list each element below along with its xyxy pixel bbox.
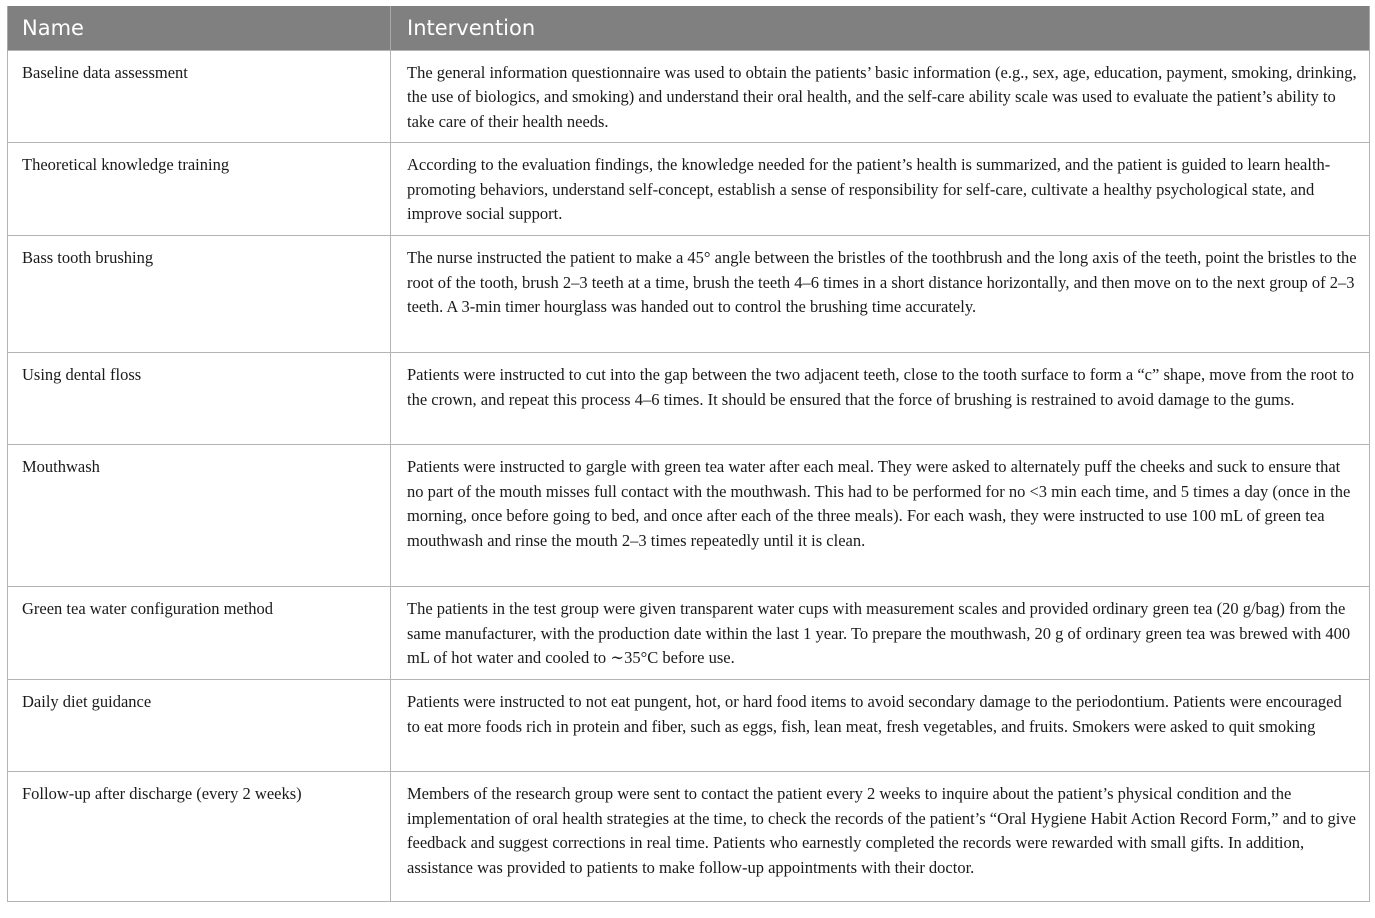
table-row bbox=[8, 50, 1370, 143]
row-name-cell: Baseline data assessment bbox=[8, 50, 391, 143]
table-row bbox=[8, 445, 1370, 587]
row-name-cell: Bass tooth brushing bbox=[8, 236, 391, 353]
row-name-cell: Theoretical knowledge training bbox=[8, 143, 391, 236]
row-name-cell: Green tea water configuration method bbox=[8, 587, 391, 680]
row-intervention-cell: The patients in the test group were given transparent water cups with measurement scales and provided ordinary green tea (20 g/bag) from the same manufacturer, with the production date within the last 1 year. To prepare the mouthwash, 20 g of ordinary green tea was brewed with 400 mL of hot water and cooled to ∼35°C before use. bbox=[391, 587, 1370, 680]
table-header bbox=[8, 6, 1370, 50]
table-row bbox=[8, 680, 1370, 772]
row-name-cell: Using dental floss bbox=[8, 353, 391, 445]
table-row bbox=[8, 236, 1370, 353]
row-name-cell: Daily diet guidance bbox=[8, 680, 391, 772]
intervention-table bbox=[7, 6, 1370, 902]
header-intervention: Intervention bbox=[391, 6, 1370, 50]
row-intervention-cell: According to the evaluation findings, the knowledge needed for the patient’s health is summarized, and the patient is guided to learn health-promoting behaviors, understand self-concept, establish a sense of responsibility for self-care, cultivate a healthy psychological state, and improve social support. bbox=[391, 143, 1370, 236]
row-intervention-cell: The general information questionnaire was used to obtain the patients’ basic information (e.g., sex, age, education, payment, smoking, drinking, the use of biologics, and smoking) and understand their oral health, and the self-care ability scale was used to evaluate the patient’s ability to take care of their health needs. bbox=[391, 50, 1370, 143]
table-body bbox=[8, 50, 1370, 902]
row-name-cell: Mouthwash bbox=[8, 445, 391, 587]
header-row bbox=[8, 6, 1370, 50]
row-intervention-cell: Members of the research group were sent to contact the patient every 2 weeks to inquire about the patient’s physical condition and the implementation of oral health strategies at the time, to check the records of the patient’s “Oral Hygiene Habit Action Record Form,” and to give feedback and suggest corrections in real time. Patients who earnestly completed the records were rewarded with small gifts. In addition, assistance was provided to patients to make follow-up appointments with their doctor. bbox=[391, 772, 1370, 902]
row-intervention-cell: The nurse instructed the patient to make a 45° angle between the bristles of the toothbrush and the long axis of the teeth, point the bristles to the root of the tooth, brush 2–3 teeth at a time, brush the teeth 4–6 times in a short distance horizontally, and then move on to the next group of 2–3 teeth. A 3-min timer hourglass was handed out to control the brushing time accurately. bbox=[391, 236, 1370, 353]
table-row bbox=[8, 587, 1370, 680]
table-row bbox=[8, 353, 1370, 445]
row-name-cell: Follow-up after discharge (every 2 weeks) bbox=[8, 772, 391, 902]
table-row bbox=[8, 772, 1370, 902]
table-row bbox=[8, 143, 1370, 236]
header-name: Name bbox=[8, 6, 391, 50]
row-intervention-cell: Patients were instructed to cut into the gap between the two adjacent teeth, close to the tooth surface to form a “c” shape, move from the root to the crown, and repeat this process 4–6 times. It should be ensured that the force of brushing is restrained to avoid damage to the gums. bbox=[391, 353, 1370, 445]
row-intervention-cell: Patients were instructed to gargle with green tea water after each meal. They were asked to alternately puff the cheeks and suck to ensure that no part of the mouth misses full contact with the mouthwash. This had to be performed for no <3 min each time, and 5 times a day (once in the morning, once before going to bed, and once after each of the three meals). For each wash, they were instructed to use 100 mL of green tea mouthwash and rinse the mouth 2–3 times repeatedly until it is clean. bbox=[391, 445, 1370, 587]
row-intervention-cell: Patients were instructed to not eat pungent, hot, or hard food items to avoid secondary damage to the periodontium. Patients were encouraged to eat more foods rich in protein and fiber, such as eggs, fish, lean meat, fresh vegetables, and fruits. Smokers were asked to quit smoking bbox=[391, 680, 1370, 772]
